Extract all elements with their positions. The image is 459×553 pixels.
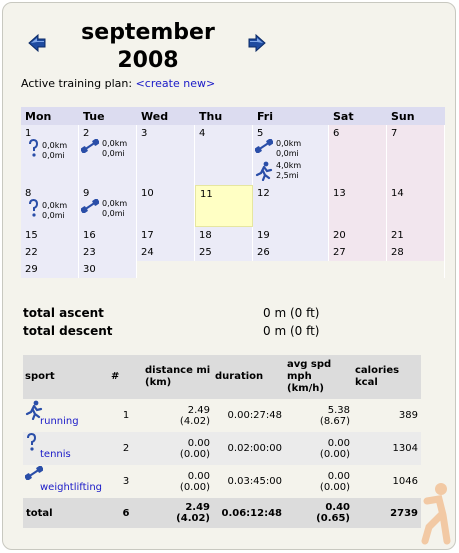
day-cell[interactable] — [387, 185, 445, 227]
sport-link-weightlifting[interactable]: weightlifting — [40, 482, 103, 493]
day-number: 18 — [199, 230, 212, 241]
tennis-icon — [25, 433, 37, 451]
activity-entry[interactable] — [81, 199, 127, 219]
ascent-label: total ascent — [23, 306, 104, 320]
day-cell[interactable] — [79, 227, 137, 244]
activity-mi: 0,0mi — [276, 149, 299, 158]
day-number: 17 — [141, 230, 154, 241]
day-number: 4 — [199, 128, 206, 139]
month-calendar — [21, 107, 445, 278]
day-cell[interactable] — [253, 227, 329, 244]
weekday-wed: Wed — [141, 110, 169, 123]
distance-mi: 0.00 — [187, 437, 210, 449]
weekday-mon: Mon — [25, 110, 52, 123]
day-cell[interactable] — [21, 244, 79, 261]
duration-cell: 0.03:45:00 — [227, 476, 282, 487]
day-number: 30 — [83, 264, 96, 275]
calendar-week — [21, 261, 445, 278]
col-header-duration[interactable]: duration — [213, 355, 285, 399]
tennis-icon — [27, 139, 39, 157]
total-speed-kmh: (0.65) — [316, 513, 350, 524]
day-number: 28 — [391, 247, 404, 258]
day-number: 16 — [83, 230, 96, 241]
runner-logo-icon — [417, 481, 456, 550]
empty-cells — [137, 261, 445, 278]
create-plan-link[interactable]: <create new> — [135, 77, 216, 90]
weekday-thu: Thu — [199, 110, 223, 123]
day-number: 29 — [25, 264, 38, 275]
day-cell[interactable] — [195, 125, 253, 185]
day-cell[interactable] — [387, 125, 445, 185]
day-cell[interactable] — [253, 244, 329, 261]
total-calories: 2739 — [353, 498, 421, 528]
weekday-fri: Fri — [257, 110, 274, 123]
distance-cell — [143, 465, 213, 498]
prev-month-arrow-icon[interactable] — [27, 33, 47, 53]
count-cell: 3 — [122, 476, 130, 487]
day-cell[interactable] — [195, 227, 253, 244]
day-cell[interactable] — [137, 244, 195, 261]
day-cell[interactable] — [329, 244, 387, 261]
weekday-tue: Tue — [83, 110, 105, 123]
day-cell[interactable] — [21, 125, 79, 185]
day-cell[interactable] — [253, 125, 329, 185]
col-header-distance[interactable]: distance mi (km) — [143, 355, 213, 399]
day-number: 12 — [257, 188, 270, 199]
running-icon — [255, 161, 273, 181]
day-number: 10 — [141, 188, 154, 199]
distance-mi: 0.00 — [187, 470, 210, 482]
calories-cell: 1304 — [353, 432, 421, 465]
sport-cell — [23, 432, 109, 465]
day-number: 3 — [141, 128, 148, 139]
day-number: 24 — [141, 247, 154, 258]
training-plan-label: Active training plan: — [21, 77, 133, 90]
day-number: 14 — [391, 188, 404, 199]
activity-mi: 2,5mi — [276, 171, 299, 180]
activity-km: 4,0km — [276, 161, 302, 170]
day-cell[interactable] — [79, 185, 137, 227]
col-header-calories[interactable]: calories kcal — [353, 355, 421, 399]
day-cell[interactable] — [21, 227, 79, 244]
day-number: 13 — [333, 188, 346, 199]
elevation-summary — [23, 304, 443, 340]
weightlifting-icon — [255, 139, 273, 153]
activity-km: 0,0km — [276, 139, 302, 148]
day-number: 15 — [25, 230, 38, 241]
activity-entry[interactable] — [255, 139, 301, 159]
day-number: 8 — [25, 188, 32, 199]
day-cell[interactable] — [137, 227, 195, 244]
day-number: 7 — [391, 128, 398, 139]
table-header-row — [23, 355, 421, 399]
weightlifting-icon — [25, 466, 43, 480]
distance-cell — [143, 399, 213, 432]
distance-cell — [143, 432, 213, 465]
distance-km: (0.00) — [179, 481, 210, 493]
speed-mph: 0.00 — [327, 437, 350, 449]
year: 2008 — [117, 48, 179, 73]
calories-cell: 389 — [398, 410, 418, 421]
day-number: 2 — [83, 128, 90, 139]
day-number: 26 — [257, 247, 270, 258]
speed-cell — [285, 399, 353, 432]
distance-mi: 2.49 — [187, 404, 210, 416]
calendar-week — [21, 185, 445, 227]
calendar-week — [21, 244, 445, 261]
day-cell[interactable] — [21, 185, 79, 227]
calendar-week — [21, 227, 445, 244]
count-cell: 2 — [109, 432, 143, 465]
day-cell[interactable] — [79, 261, 137, 278]
count-cell: 1 — [122, 410, 130, 421]
total-distance — [143, 498, 213, 528]
day-cell[interactable] — [79, 125, 137, 185]
activity-entry[interactable] — [255, 161, 301, 181]
day-number: 5 — [257, 128, 264, 139]
total-count: 6 — [109, 498, 143, 528]
ascent-value: 0 m (0 ft) — [263, 306, 320, 320]
activity-mi: 0,0mi — [102, 149, 125, 158]
activity-entry[interactable] — [81, 139, 127, 159]
speed-kmh: (0.00) — [319, 448, 350, 460]
speed-cell — [285, 432, 353, 465]
speed-mph: 0.00 — [327, 470, 350, 482]
activity-mi: 0,0mi — [42, 151, 65, 160]
weightlifting-icon — [81, 139, 99, 153]
col-header-count[interactable]: # — [109, 355, 143, 399]
activity-km: 0,0km — [102, 199, 128, 208]
day-cell[interactable] — [387, 244, 445, 261]
day-cell[interactable] — [195, 244, 253, 261]
activity-km: 0,0km — [102, 139, 128, 148]
training-calendar-widget — [2, 2, 456, 550]
day-number: 11 — [200, 189, 213, 200]
speed-kmh: (8.67) — [319, 415, 350, 427]
day-number: 27 — [333, 247, 346, 258]
month-name: september — [81, 20, 215, 45]
calendar-week — [21, 125, 445, 185]
day-number: 19 — [257, 230, 270, 241]
day-number: 21 — [391, 230, 404, 241]
weekday-header — [21, 107, 445, 125]
day-number: 6 — [333, 128, 340, 139]
speed-mph: 5.38 — [327, 404, 350, 416]
distance-km: (0.00) — [179, 448, 210, 460]
sport-link-running[interactable]: running — [40, 416, 79, 427]
day-cell[interactable] — [329, 185, 387, 227]
day-number: 23 — [83, 247, 96, 258]
duration-cell: 0.02:00:00 — [213, 432, 285, 465]
day-number: 1 — [25, 128, 32, 139]
day-cell-today[interactable] — [195, 185, 253, 227]
table-total-row — [23, 498, 421, 528]
total-label: total — [23, 498, 109, 528]
day-cell[interactable] — [21, 261, 79, 278]
duration-cell: 0.00:27:48 — [227, 410, 282, 421]
activity-km: 0,0km — [42, 201, 68, 210]
col-header-sport[interactable]: sport — [23, 355, 109, 399]
day-cell[interactable] — [79, 244, 137, 261]
day-cell[interactable] — [329, 227, 387, 244]
day-cell[interactable] — [329, 125, 387, 185]
day-number: 9 — [83, 188, 90, 199]
activity-mi: 0,0mi — [42, 211, 65, 220]
training-plan-line — [21, 77, 215, 90]
tennis-icon — [27, 199, 39, 217]
day-number: 25 — [199, 247, 212, 258]
weekday-sat: Sat — [333, 110, 354, 123]
running-icon — [25, 400, 43, 420]
descent-label: total descent — [23, 324, 113, 338]
descent-value: 0 m (0 ft) — [263, 324, 320, 338]
total-duration: 0.06:12:48 — [213, 498, 285, 528]
day-number: 20 — [333, 230, 346, 241]
activity-km: 0,0km — [42, 141, 68, 150]
table-row — [23, 465, 421, 498]
day-cell[interactable] — [253, 185, 329, 227]
distance-km: (4.02) — [179, 415, 210, 427]
day-cell[interactable] — [137, 125, 195, 185]
sport-cell — [23, 465, 109, 498]
activity-entry[interactable] — [27, 139, 67, 161]
total-speed-mph: 0.40 — [325, 502, 350, 513]
calories-cell: 1046 — [392, 476, 418, 487]
total-distance-mi: 2.49 — [185, 502, 210, 513]
weekday-sun: Sun — [391, 110, 415, 123]
day-cell[interactable] — [387, 227, 445, 244]
speed-cell — [285, 465, 353, 498]
activity-entry[interactable] — [27, 199, 67, 221]
sport-stats-table — [23, 355, 421, 528]
sport-cell — [23, 399, 109, 432]
table-row — [23, 432, 421, 465]
table-row — [23, 399, 421, 432]
total-distance-km: (4.02) — [176, 513, 210, 524]
col-header-speed[interactable]: avg spd mph (km/h) — [285, 355, 353, 399]
month-title — [63, 19, 233, 75]
day-cell[interactable] — [137, 185, 195, 227]
next-month-arrow-icon[interactable] — [247, 33, 267, 53]
weightlifting-icon — [81, 199, 99, 213]
activity-mi: 0,0mi — [102, 209, 125, 218]
day-number: 22 — [25, 247, 38, 258]
sport-link-tennis[interactable]: tennis — [40, 449, 71, 460]
total-speed — [285, 498, 353, 528]
speed-kmh: (0.00) — [319, 481, 350, 493]
